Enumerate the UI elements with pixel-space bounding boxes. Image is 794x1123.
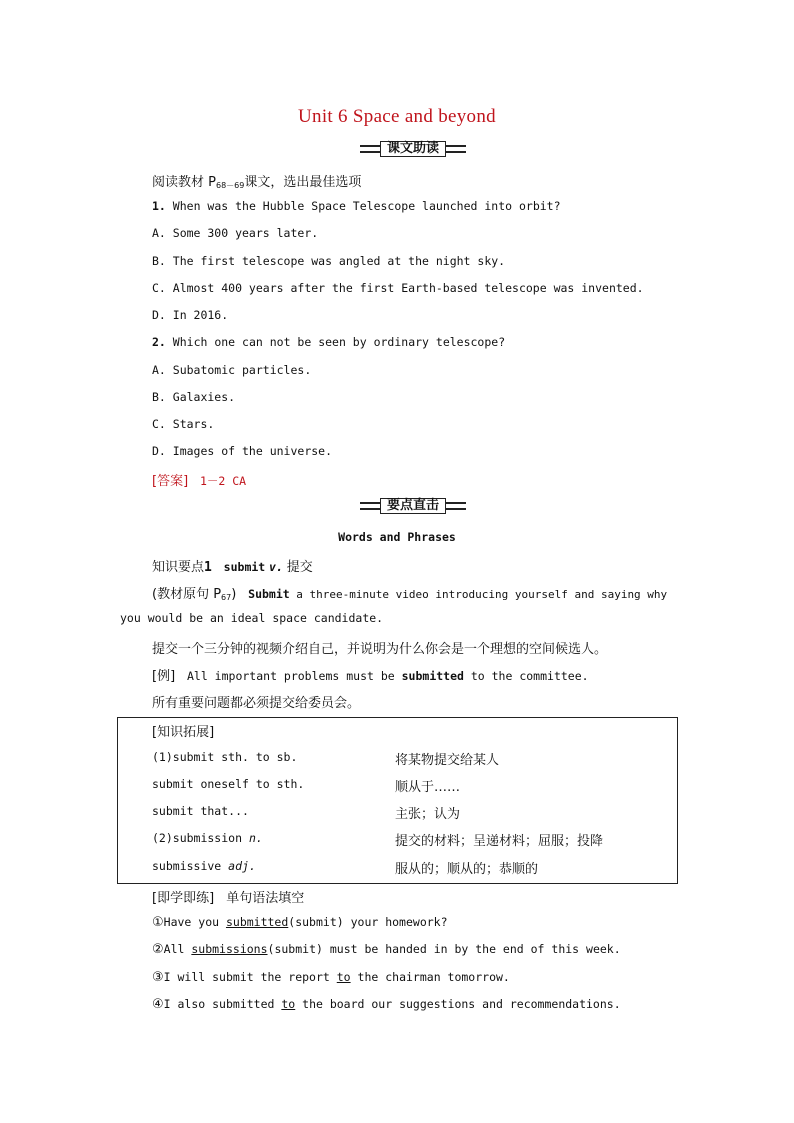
practice-title: 单句语法填空	[226, 891, 305, 906]
answer-line	[152, 470, 246, 489]
practice-item-3-answer: to	[336, 970, 351, 984]
knowledge-point-number: 1	[204, 560, 212, 575]
question-1-number: 1.	[152, 199, 166, 213]
practice-item-2-after: (submit) must be handed in by the end of this week.	[267, 942, 621, 956]
practice-item-4-before: I also submitted	[163, 997, 282, 1011]
expansion-row-4-en	[152, 831, 263, 845]
example-sentence	[152, 665, 589, 684]
source-tag-prefix: (教材原句 P	[152, 587, 222, 602]
section-heading-key-points: 要点直击	[380, 498, 446, 514]
expansion-row-2-en: submit oneself to sth.	[152, 777, 305, 791]
question-2-number: 2.	[152, 335, 166, 349]
knowledge-point-pos: v.	[269, 560, 283, 574]
intro-pages: 68－69	[215, 181, 245, 190]
source-line-2: you would be an ideal space candidate.	[120, 611, 384, 625]
intro-prefix: 阅读教材 P	[152, 175, 216, 190]
source-line-1: a three-minute video introducing yourself and saying why	[289, 588, 668, 601]
answer-text: 1－2 CA	[199, 474, 247, 488]
practice-item-3-after: the chairman tomorrow.	[350, 970, 510, 984]
practice-heading	[152, 887, 304, 906]
knowledge-point-label: 知识要点	[152, 560, 205, 575]
practice-item-2-answer: submissions	[191, 942, 268, 956]
expansion-row-4-cn: 提交的材料；呈递材料；屈服；投降	[395, 834, 604, 849]
example-text-before: All important problems must be	[186, 669, 402, 683]
knowledge-point-meaning: 提交	[286, 560, 313, 575]
question-2-option-b: B. Galaxies.	[152, 390, 236, 404]
practice-item-2	[152, 942, 621, 957]
practice-tag: [即学即练]	[152, 891, 215, 906]
practice-item-1-answer: submitted	[225, 915, 289, 929]
intro-suffix: 课文，选出最佳选项	[244, 175, 362, 190]
source-bold-word: Submit	[248, 587, 290, 601]
expansion-heading: [知识拓展]	[152, 725, 215, 740]
practice-item-1-after: (submit) your homework?	[288, 915, 448, 929]
banner-right-bar	[446, 145, 466, 153]
practice-item-4-after: the board our suggestions and recommendations.	[295, 997, 621, 1011]
practice-item-4-number: ④	[152, 997, 164, 1012]
expansion-row-5-word: submissive	[152, 859, 229, 873]
practice-item-1	[152, 915, 448, 930]
banner-left-bar	[360, 145, 380, 153]
practice-item-1-before: Have you	[163, 915, 226, 929]
expansion-row-1-cn: 将某物提交给某人	[395, 753, 500, 768]
source-tag-suffix: )	[231, 587, 237, 602]
question-2	[152, 335, 505, 349]
question-1-stem: When was the Hubble Space Telescope launched into orbit?	[172, 199, 561, 213]
practice-item-2-before: All	[163, 942, 192, 956]
words-and-phrases-heading: Words and Phrases	[338, 530, 456, 544]
practice-item-1-number: ①	[152, 915, 164, 930]
expansion-row-4-pos: n.	[248, 831, 263, 845]
example-tag: [例]	[152, 669, 176, 684]
example-text-after: to the committee.	[463, 669, 589, 683]
example-translation: 所有重要问题都必须提交给委员会。	[152, 696, 361, 711]
expansion-row-3-en: submit that...	[152, 804, 249, 818]
knowledge-point-word: submit	[223, 560, 266, 574]
question-1	[152, 199, 561, 213]
section-heading-reading: 课文助读	[380, 141, 446, 157]
question-2-option-a: A. Subatomic particles.	[152, 363, 312, 377]
expansion-row-1-en: (1)submit sth. to sb.	[152, 750, 298, 764]
section-banner-key-points	[360, 498, 466, 514]
source-translation: 提交一个三分钟的视频介绍自己，并说明为什么你会是一个理想的空间候选人。	[152, 642, 608, 657]
page-title: Unit 6 Space and beyond	[298, 106, 496, 127]
practice-item-2-number: ②	[152, 942, 164, 957]
practice-item-4	[152, 997, 621, 1012]
banner-left-bar	[360, 502, 380, 510]
knowledge-point-1	[152, 556, 313, 575]
expansion-row-5-pos: adj.	[228, 859, 256, 873]
answer-tag: [答案]	[152, 474, 189, 489]
banner-right-bar	[446, 502, 466, 510]
reading-instruction	[152, 171, 361, 191]
source-tag-page: 67	[221, 593, 232, 602]
practice-item-3	[152, 970, 510, 985]
expansion-row-5-cn: 服从的；顺从的；恭顺的	[395, 862, 539, 877]
expansion-row-2-cn: 顺从于……	[395, 780, 461, 795]
question-1-option-a: A. Some 300 years later.	[152, 226, 319, 240]
example-bold-word: submitted	[401, 669, 464, 683]
question-2-option-d: D. Images of the universe.	[152, 444, 333, 458]
question-1-option-b: B. The first telescope was angled at the night sky.	[152, 254, 506, 268]
textbook-source-sentence	[152, 583, 667, 602]
expansion-row-3-cn: 主张；认为	[395, 807, 461, 822]
section-banner-reading	[360, 141, 466, 157]
practice-item-3-before: I will submit the report	[163, 970, 337, 984]
practice-item-4-answer: to	[281, 997, 296, 1011]
question-2-option-c: C. Stars.	[152, 417, 215, 431]
practice-item-3-number: ③	[152, 970, 164, 985]
expansion-row-4-word: (2)submission	[152, 831, 249, 845]
question-1-option-c: C. Almost 400 years after the first Earth-based telescope was invented.	[152, 281, 644, 295]
question-2-stem: Which one can not be seen by ordinary telescope?	[172, 335, 506, 349]
question-1-option-d: D. In 2016.	[152, 308, 229, 322]
expansion-row-5-en	[152, 859, 256, 873]
